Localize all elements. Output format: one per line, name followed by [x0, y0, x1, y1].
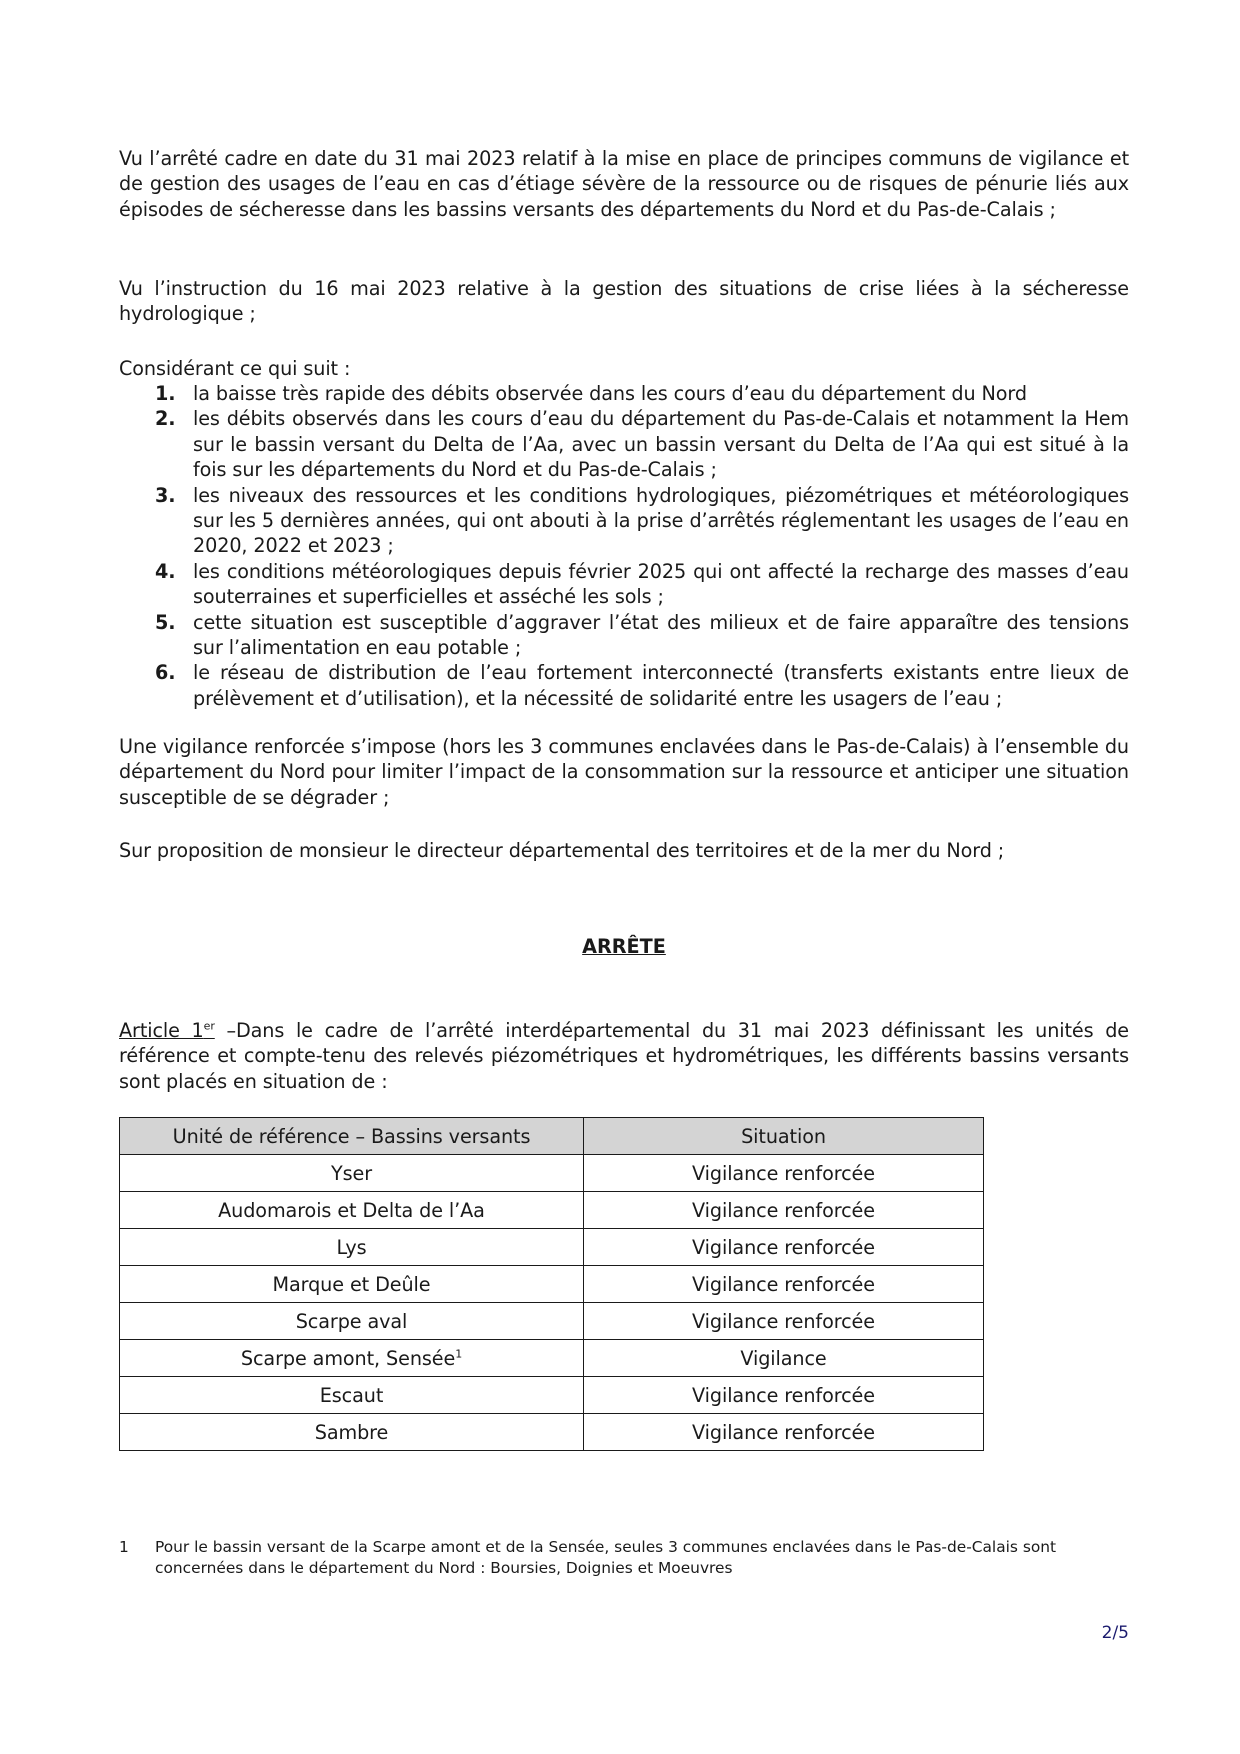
- cell-situation: Vigilance renforcée: [584, 1229, 984, 1266]
- cell-unit: [120, 1266, 584, 1303]
- considerant-number: 5.: [155, 610, 176, 634]
- considerant-list: [155, 381, 1129, 711]
- cell-situation: Vigilance renforcée: [584, 1303, 984, 1340]
- cell-situation: Vigilance renforcée: [584, 1414, 984, 1451]
- cell-unit: [120, 1155, 584, 1192]
- considerant-item: [155, 559, 1129, 610]
- table-row: [120, 1414, 984, 1451]
- cell-unit: [120, 1414, 584, 1451]
- considerant-text: cette situation est susceptible d’aggraver l’état des milieux et de faire apparaître des tensions sur l’alimentation en eau potable ;: [193, 610, 1129, 660]
- cell-unit: [120, 1377, 584, 1414]
- cell-unit: [120, 1340, 584, 1377]
- unit-name: Yser: [330, 1161, 372, 1185]
- considerant-item: [155, 660, 1129, 711]
- table-row: [120, 1229, 984, 1266]
- considerant-number: 1.: [155, 382, 176, 405]
- unit-name: Marque et Deûle: [272, 1272, 431, 1296]
- considerant-number: 4.: [155, 559, 176, 583]
- article-1-text: –Dans le cadre de l’arrêté interdépartemental du 31 mai 2023 définissant les unités de référence et compte-tenu des relevés piézométriques et hydrométriques, les différents bassins versants sont placés en situation de :: [119, 1019, 1129, 1093]
- paragraph-considerant-intro: Considérant ce qui suit :: [119, 357, 351, 380]
- unit-name: Lys: [336, 1235, 367, 1259]
- considerant-text: les conditions météorologiques depuis février 2025 qui ont affecté la recharge des masses d’eau souterraines et superficielles et asséché les sols ;: [193, 559, 1129, 609]
- footnote-reference[interactable]: 1: [455, 1347, 463, 1361]
- table-header-row: [120, 1118, 984, 1155]
- table-row: [120, 1303, 984, 1340]
- unit-name: Scarpe aval: [295, 1309, 408, 1333]
- unit-name: Escaut: [319, 1383, 384, 1407]
- cell-situation: Vigilance renforcée: [584, 1266, 984, 1303]
- paragraph-sur-proposition: Sur proposition de monsieur le directeur départemental des territoires et de la mer du Nord ;: [119, 839, 1005, 862]
- considerant-number: 6.: [155, 661, 176, 685]
- cell-unit: [120, 1303, 584, 1340]
- considerant-item: [155, 406, 1129, 482]
- table-row: [120, 1266, 984, 1303]
- considerant-text: les débits observés dans les cours d’eau du département du Pas-de-Calais et notamment la Hem sur le bassin versant du Delta de l’Aa, avec un bassin versant du Delta de l’Aa qui est situé à la fois sur les départements du Nord et du Pas-de-Calais ;: [193, 407, 1129, 482]
- considerant-item: [155, 483, 1129, 559]
- article-1-label-text: Article 1: [119, 1019, 204, 1042]
- considerant-item: [155, 381, 1129, 406]
- table-row: [120, 1155, 984, 1192]
- situation-table: [119, 1117, 984, 1451]
- unit-name: Scarpe amont, Sensée: [240, 1346, 456, 1370]
- footnote-number: 1: [119, 1538, 129, 1556]
- footnote-text: Pour le bassin versant de la Scarpe amont et de la Sensée, seules 3 communes enclavées dans le Pas-de-Calais sont concernées dans le département du Nord : Boursies, Doignies et Moeuvres: [155, 1538, 1057, 1577]
- table-row: [120, 1340, 984, 1377]
- table-row: [120, 1377, 984, 1414]
- header-situation: Situation: [584, 1118, 984, 1155]
- considerant-number: 2.: [155, 407, 176, 431]
- considerant-text: la baisse très rapide des débits observée dans les cours d’eau du département du Nord: [193, 382, 1027, 405]
- considerant-text: le réseau de distribution de l’eau fortement interconnecté (transferts existants entre lieux de prélèvement et d’utilisation), et la nécessité de solidarité entre les usagers de l’eau ;: [193, 661, 1129, 710]
- cell-situation: Vigilance renforcée: [584, 1377, 984, 1414]
- cell-situation: Vigilance: [584, 1340, 984, 1377]
- cell-unit: [120, 1192, 584, 1229]
- cell-situation: Vigilance renforcée: [584, 1192, 984, 1229]
- unit-name: Sambre: [314, 1420, 389, 1444]
- paragraph-vu-instruction: Vu l’instruction du 16 mai 2023 relative à la gestion des situations de crise liées à la sécheresse hydrologique ;: [119, 277, 1129, 326]
- paragraph-vigilance-renforcee: Une vigilance renforcée s’impose (hors les 3 communes enclavées dans le Pas-de-Calais) à l’ensemble du département du Nord pour limiter l’impact de la consommation sur la ressource et anticiper une situation susceptible de se dégrader ;: [119, 735, 1129, 809]
- cell-situation: Vigilance renforcée: [584, 1155, 984, 1192]
- arrete-heading: [119, 934, 1129, 959]
- article-1-label: [119, 1019, 215, 1042]
- arrete-heading-text: ARRÊTE: [582, 935, 666, 958]
- considerant-text: les niveaux des ressources et les conditions hydrologiques, piézométriques et météorologiques sur les 5 dernières années, qui ont abouti à la prise d’arrêtés réglementant les usages de l’eau en 2020, 2022 et 2023 ;: [193, 483, 1129, 558]
- cell-unit: [120, 1229, 584, 1266]
- footnote: [119, 1537, 1129, 1579]
- article-1-label-superscript: er: [203, 1019, 215, 1033]
- article-1-paragraph: [119, 1018, 1129, 1094]
- considerant-number: 3.: [155, 483, 176, 507]
- header-unit: Unité de référence – Bassins versants: [120, 1118, 584, 1155]
- unit-name: Audomarois et Delta de l’Aa: [218, 1198, 485, 1222]
- considerant-item: [155, 610, 1129, 661]
- table-row: [120, 1192, 984, 1229]
- page-number: 2/5: [1101, 1623, 1129, 1643]
- paragraph-vu-arrete-cadre: Vu l’arrêté cadre en date du 31 mai 2023 relatif à la mise en place de principes communs de vigilance et de gestion des usages de l’eau en cas d’étiage sévère de la ressource ou de risques de pénurie liés aux épisodes de sécheresse dans les bassins versants des départements du Nord et du Pas-de-Calais ;: [119, 147, 1129, 221]
